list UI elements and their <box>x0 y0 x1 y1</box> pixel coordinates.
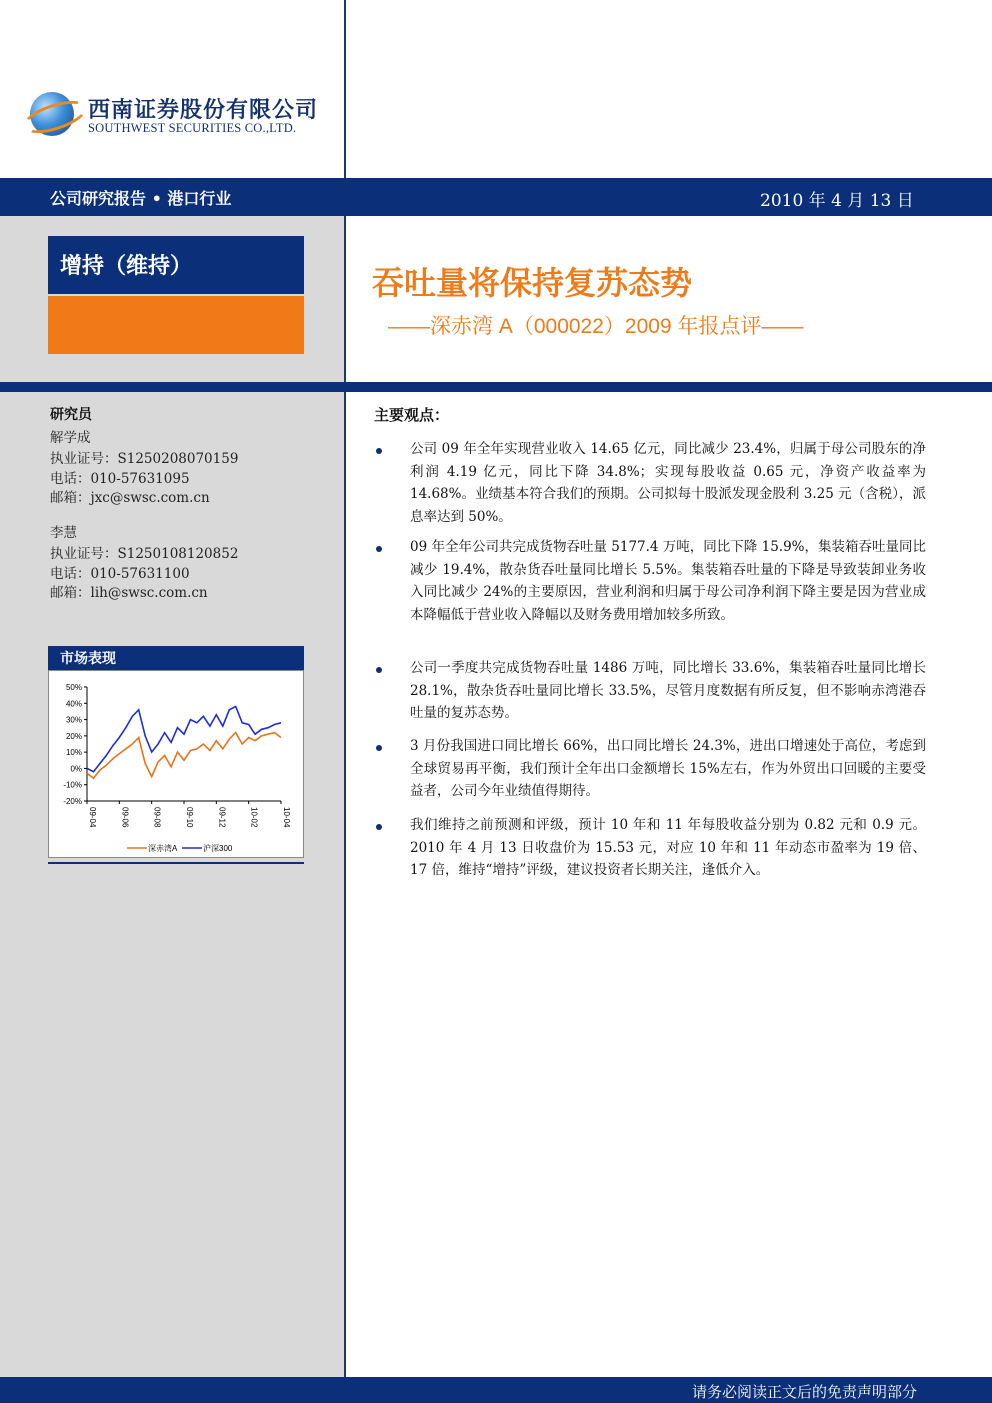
bullet-icon <box>376 546 382 552</box>
x-tick-label: 10-02 <box>249 807 259 828</box>
y-tick-label: 0% <box>70 764 82 774</box>
sidebar-divider <box>48 862 304 864</box>
x-tick-label: 09-04 <box>88 807 97 828</box>
x-tick-label: 09-08 <box>152 807 162 828</box>
x-tick-label: 09-12 <box>217 807 227 828</box>
rating-label: 增持（维持） <box>60 253 193 279</box>
y-tick-label: 40% <box>65 699 82 709</box>
bullet-icon <box>376 824 382 830</box>
report-date: 2010 年 4 月 13 日 <box>760 191 914 211</box>
y-tick-label: 50% <box>65 683 82 692</box>
y-tick-label: 30% <box>65 715 82 725</box>
report-title: 吞吐量将保持复苏态势 <box>372 264 693 302</box>
logo-area <box>0 0 344 178</box>
main-point: 09 年全年公司共完成货物吞吐量 5177.4 万吨，同比下降 15.9%，集装箱吞吐量同比减少 19.4%，散杂货吞吐量同比增长 5.5%。集装箱吞吐量的下降是导致装卸业务收入同比减少 24%的主要原因，营业利润和归属于母公司净利润下降主要是因为营业成本降幅低于营业收入降幅以及财务费用增加较多所致。 <box>410 539 926 623</box>
y-tick-label: -20% <box>63 797 82 806</box>
market-chart-frame <box>48 670 304 858</box>
bullet-icon <box>376 667 382 673</box>
x-tick-label: 09-06 <box>120 807 130 828</box>
researcher-cert: 执业证号：S1250208070159 <box>50 451 239 467</box>
series-line <box>87 733 281 779</box>
main-point: 3 月份我国进口同比增长 66%，出口同比增长 24.3%，进出口增速处于高位，考虑到全球贸易再平衡，我们预计全年出口金额增长 15%左右，作为外贸出口回暖的主要受益者，公司今年业绩值得期待。 <box>410 738 926 799</box>
main-point: 公司一季度共完成货物吞吐量 1486 万吨，同比增长 33.6%，集装箱吞吐量同比增长 28.1%，散杂货吞吐量同比增长 33.5%，尽管月度数据有所反复，但不影响赤湾港吞吐量的复苏态势。 <box>410 660 926 721</box>
researcher-name: 李慧 <box>50 525 77 541</box>
report-subtitle: ——深赤湾 A（000022）2009 年报点评—— <box>388 315 804 338</box>
y-tick-label: 20% <box>65 731 82 741</box>
legend-label: 沪深300 <box>203 844 233 853</box>
bullet-icon <box>376 448 382 454</box>
disclaimer-note[interactable]: 请务必阅读正文后的免责声明部分 <box>692 1383 918 1401</box>
rating-accent-block <box>48 296 304 354</box>
market-performance-chart <box>49 671 303 857</box>
researcher-phone: 电话：010-57631100 <box>50 566 190 582</box>
researcher-email[interactable]: 邮箱：lih@swsc.com.cn <box>50 585 208 601</box>
researchers-heading: 研究员 <box>50 407 92 423</box>
section-separator <box>0 382 992 392</box>
company-name-en: SOUTHWEST SECURITIES CO.,LTD. <box>88 121 297 135</box>
company-name-cn: 西南证券股份有限公司 <box>88 97 319 123</box>
researcher-phone: 电话：010-57631095 <box>50 471 190 487</box>
researcher-cert: 执业证号：S1250108120852 <box>50 546 239 562</box>
x-tick-label: 09-10 <box>185 807 194 828</box>
report-type: 公司研究报告 • 港口行业 <box>50 189 232 208</box>
main-points-heading: 主要观点： <box>374 406 450 424</box>
researcher-email[interactable]: 邮箱：jxc@swsc.com.cn <box>50 490 210 506</box>
y-tick-label: -10% <box>63 780 82 790</box>
market-heading: 市场表现 <box>60 651 116 667</box>
researcher-name: 解学成 <box>50 430 91 446</box>
main-point: 我们维持之前预测和评级，预计 10 年和 11 年每股收益分别为 0.82 元和 0.9 元。2010 年 4 月 13 日收盘价为 15.53 元，对应 10 年和 11 年动态市盈率为 19 倍、17 倍，维持“增持”评级，建议投资者长期关注，逢低介入。 <box>410 817 926 878</box>
bullet-icon <box>376 745 382 751</box>
main-point: 公司 09 年全年实现营业收入 14.65 亿元，同比减少 23.4%，归属于母公司股东的净利润 4.19 亿元，同比下降 34.8%；实现每股收益 0.65 元，净资产收益率为 14.68%。业绩基本符合我们的预期。公司拟每十股派发现金股利 3.25 元（含税），派息率达到 50%。 <box>410 441 926 525</box>
legend-label: 深赤湾A <box>148 844 178 853</box>
x-tick-label: 10-04 <box>282 807 291 828</box>
y-tick-label: 10% <box>65 748 82 758</box>
